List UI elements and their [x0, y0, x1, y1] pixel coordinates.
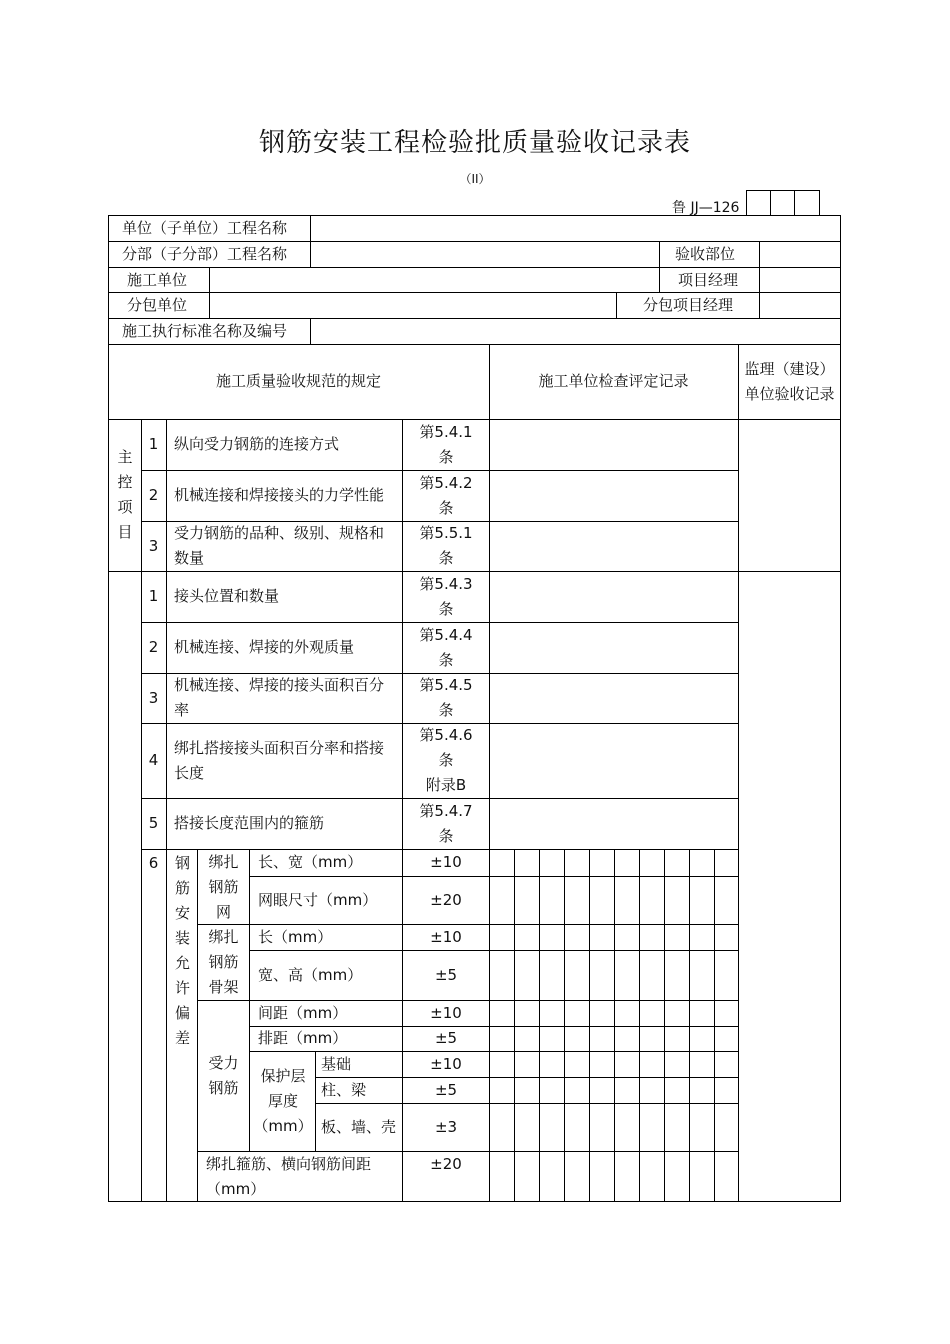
label-acceptance-part: 验收部位 — [675, 245, 736, 263]
gen-ref-3: 第5.4.5条 — [419, 676, 473, 719]
mc-ref-1: 第5.4.1条 — [419, 422, 473, 466]
standard-input[interactable] — [311, 319, 840, 344]
gen-no-5: 5 — [148, 814, 159, 832]
subcontract-unit-input[interactable] — [210, 293, 616, 318]
label-subcontract-manager: 分包项目经理 — [643, 296, 734, 314]
label-subcontract-unit: 分包单位 — [127, 296, 188, 314]
gen-ref-5: 第5.4.7条 — [419, 801, 473, 845]
form-code: 鲁 JJ—126 — [672, 200, 740, 216]
tol-mesh-size-val: ±20 — [430, 891, 462, 909]
gen-text-2: 机械连接、焊接的外观质量 — [174, 638, 355, 656]
gen-text-5: 搭接长度范围内的箍筋 — [174, 814, 325, 832]
tol-no: 6 — [148, 854, 159, 872]
tol-label: 钢筋安装允许偏差 — [174, 854, 190, 1047]
col-spec: 施工质量验收规范的规定 — [215, 372, 381, 390]
mc-ref-2: 第5.4.2条 — [419, 473, 473, 517]
tol-spacing-val: ±10 — [430, 1004, 462, 1022]
mc-no-3: 3 — [148, 536, 159, 555]
gen-ref-1: 第5.4.3条 — [419, 574, 473, 618]
tol-foundation-val: ±10 — [430, 1055, 462, 1073]
mc-no-1: 1 — [148, 435, 159, 453]
gen-no-1: 1 — [148, 587, 159, 605]
tol-slab: 板、墙、壳 — [321, 1118, 397, 1136]
tol-foundation: 基础 — [321, 1055, 352, 1073]
mc-text-1: 纵向受力钢筋的连接方式 — [174, 435, 340, 453]
tol-slab-val: ±3 — [434, 1118, 458, 1136]
main-control-label: 主控项目 — [117, 448, 133, 541]
supervision-record-area[interactable] — [739, 420, 840, 1201]
code-box-3[interactable] — [794, 190, 820, 216]
col-inspection: 施工单位检查评定记录 — [538, 372, 689, 390]
tol-column-beam-val: ±5 — [434, 1081, 458, 1099]
gen-ref-4: 第5.4.6条 — [419, 726, 473, 769]
label-construction-unit: 施工单位 — [127, 271, 188, 289]
tol-cage-wh-val: ±5 — [434, 966, 458, 984]
mc-text-2: 机械连接和焊接接头的力学性能 — [174, 486, 385, 504]
subcontract-manager-input[interactable] — [760, 293, 840, 318]
tol-cage-l: 长（mm） — [258, 928, 333, 946]
tol-mesh: 绑扎钢筋网 — [208, 852, 239, 921]
tol-mesh-lw: 长、宽（mm） — [258, 853, 363, 871]
unit-project-input[interactable] — [311, 216, 840, 241]
gen-no-3: 3 — [148, 688, 159, 707]
label-project-manager: 项目经理 — [678, 271, 739, 289]
sub-project-input[interactable] — [311, 242, 659, 267]
tol-cage: 绑扎钢筋骨架 — [208, 927, 239, 996]
code-box-2[interactable] — [770, 190, 795, 216]
tol-mesh-lw-val: ±10 — [430, 853, 462, 871]
tol-row-spacing-val: ±5 — [434, 1029, 458, 1047]
gen-no-4: 4 — [148, 751, 159, 769]
mc-ref-3: 第5.5.1条 — [419, 524, 473, 567]
gen-ref-2: 第5.4.4条 — [419, 625, 473, 669]
tol-cover: 保护层厚度（mm） — [253, 1066, 313, 1135]
project-manager-input[interactable] — [760, 268, 840, 292]
label-standard: 施工执行标准名称及编号 — [122, 322, 288, 340]
code-box-1[interactable] — [746, 190, 771, 216]
tol-main-bar: 受力钢筋 — [208, 1053, 239, 1097]
form-subtitle: （II） — [459, 172, 491, 186]
tol-column-beam: 柱、梁 — [321, 1081, 367, 1099]
tol-mesh-size: 网眼尺寸（mm） — [258, 891, 378, 909]
tol-spacing: 间距（mm） — [258, 1004, 348, 1022]
label-unit-project: 单位（子单位）工程名称 — [122, 219, 288, 237]
label-sub-project: 分部（子分部）工程名称 — [122, 245, 288, 263]
col-supervision: 监理（建设）单位验收记录 — [744, 359, 835, 403]
tol-cage-l-val: ±10 — [430, 928, 462, 946]
gen-text-4: 绑扎搭接接头面积百分率和搭接长度 — [174, 738, 385, 782]
tol-cage-wh: 宽、高（mm） — [258, 966, 363, 984]
form-title: 钢筋安装工程检验批质量验收记录表 — [258, 128, 691, 158]
mc-no-2: 2 — [148, 486, 159, 504]
mc-text-3: 受力钢筋的品种、级别、规格和数量 — [174, 524, 385, 567]
tol-stirrup: 绑扎箍筋、横向钢筋间距（mm） — [206, 1154, 372, 1198]
tol-stirrup-val: ±20 — [430, 1155, 462, 1173]
gen-text-3: 机械连接、焊接的接头面积百分率 — [174, 676, 385, 719]
tol-row-spacing: 排距（mm） — [258, 1029, 348, 1047]
gen-ref-4b: 附录B — [425, 776, 467, 794]
acceptance-part-input[interactable] — [760, 242, 840, 267]
gen-no-2: 2 — [148, 638, 159, 656]
construction-unit-input[interactable] — [210, 268, 659, 292]
inspection-record-area[interactable] — [490, 420, 738, 849]
gen-text-1: 接头位置和数量 — [174, 587, 280, 605]
